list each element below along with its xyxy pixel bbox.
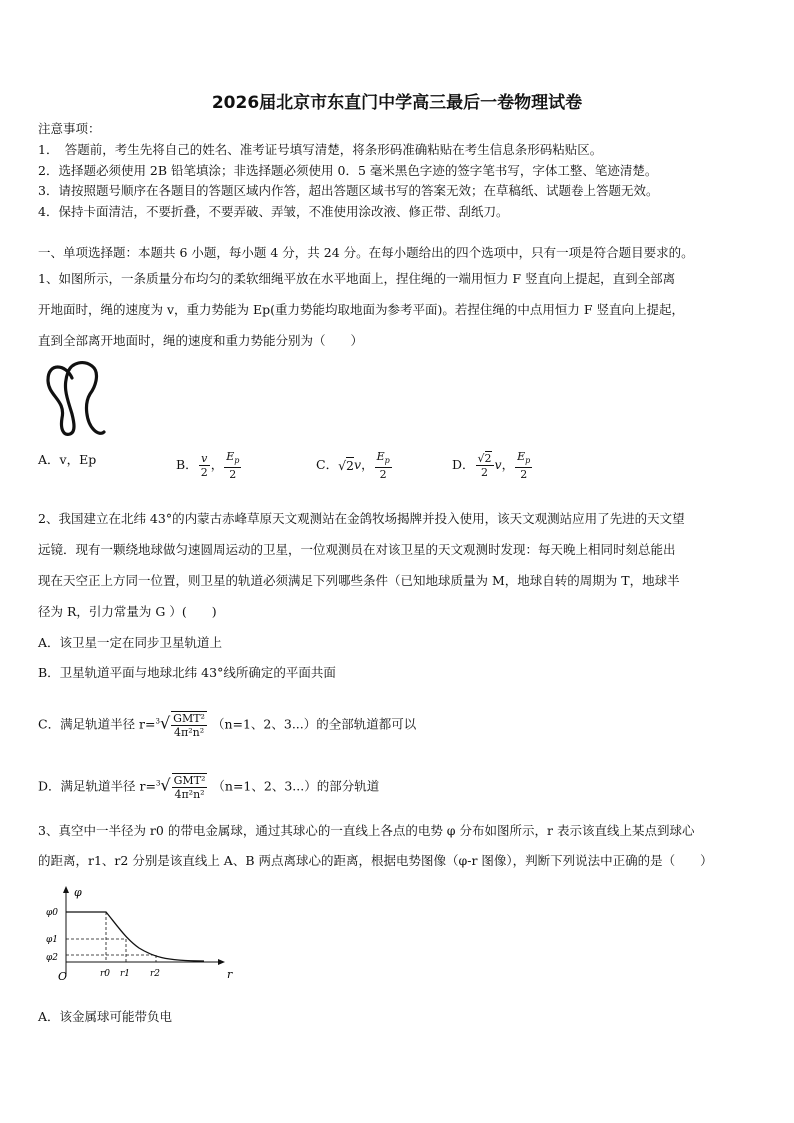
q2-option-b: B．卫星轨道平面与地球北纬 43°线所确定的平面共面 — [38, 665, 336, 680]
q3-line-2: 的距离，r1、r2 分别是该直线上 A、B 两点离球心的距离，根据电势图像（φ-r 图像），判断下列说法中正确的是（ ） — [38, 853, 713, 868]
notice-item-4: 4．保持卡面清洁，不要折叠，不要弄破、弄皱，不准使用涂改液、修正带、刮纸刀。 — [38, 204, 509, 219]
section-heading: 一、单项选择题：本题共 6 小题，每小题 4 分，共 24 分。在每小题给出的四个选项中，只有一项是符合题目要求的。 — [38, 245, 694, 260]
graph-x-tick: r1 — [120, 969, 131, 979]
graph-y-tick: φ1 — [46, 935, 59, 945]
potential-graph — [44, 884, 234, 984]
q2-option-a: A．该卫星一定在同步卫星轨道上 — [38, 635, 223, 650]
graph-x-tick: r2 — [150, 969, 161, 979]
sqrt-symbol: √2 — [338, 458, 354, 474]
notice-item-3: 3．请按照题号顺序在各题目的答题区域内作答，超出答题区域书写的答案无效；在草稿纸、试题卷上答题无效。 — [38, 183, 659, 198]
q2-line-3: 现在天空正上方同一位置，则卫星的轨道必须满足下列哪些条件（已知地球质量为 M，地球自转的周期为 T，地球半 — [38, 573, 680, 588]
q3-line-1: 3、真空中一半径为 r0 的带电金属球，通过其球心的一直线上各点的电势 φ 分布如图所示，r 表示该直线上某点到球心 — [38, 823, 695, 838]
q3-option-a: A．该金属球可能带负电 — [38, 1009, 173, 1024]
q2-line-4: 径为 R，引力常量为 G ）( ) — [38, 604, 217, 619]
notice-item-2: 2．选择题必须使用 2B 铅笔填涂；非选择题必须使用 0．5 毫米黑色字迹的签字笔书写，字体工整、笔迹清楚。 — [38, 163, 658, 178]
q2-option-c: C．满足轨道半径 r=$^3$√ $\frac{\text{GMT²}}{\text{4π²n²}}$ （n=1、2、3...）的全部轨道都可以 — [38, 712, 417, 739]
graph-y-tick: φ0 — [46, 908, 59, 918]
graph-x-tick: r0 — [100, 969, 111, 979]
q2-line-2: 远镜．现有一颗绕地球做匀速圆周运动的卫星，一位观测员在对该卫星的天文观测时发现：每天晚上相同时刻总能出 — [38, 542, 676, 557]
graph-y-label: φ — [74, 886, 82, 899]
notice-heading: 注意事项： — [38, 121, 101, 136]
q1-line-2: 开地面时，绳的速度为 v，重力势能为 Ep(重力势能均取地面为参考平面)。若捏住绳的中点用恒力 F 竖直向上提起， — [38, 302, 685, 317]
page-title: 2026届北京市东直门中学高三最后一卷物理试卷 — [211, 93, 583, 113]
q1-option-b: B． $\frac{v}{2}$ ， $\frac{E_p}{2}$ — [176, 450, 240, 482]
q1-option-c: C．√2v， $\frac{E_p}{2}$ — [316, 450, 390, 482]
q2-option-d: D．满足轨道半径 r=$^3$√ $\frac{\text{GMT²}}{\text{4π²n²}}$ （n=1、2、3...）的部分轨道 — [38, 774, 380, 801]
q2-line-1: 2、我国建立在北纬 43°的内蒙古赤峰草原天文观测站在金鸽牧场揭牌并投入使用，该天文观测站应用了先进的天文望 — [38, 511, 685, 526]
q1-option-a: A．v，Ep — [38, 452, 97, 467]
graph-x-label: r — [227, 968, 233, 981]
rope-figure — [42, 358, 112, 440]
graph-origin: O — [58, 970, 68, 983]
graph-y-tick: φ2 — [46, 953, 59, 963]
notice-item-1: 1． 答题前，考生先将自己的姓名、准考证号填写清楚，将条形码准确粘贴在考生信息条形码粘贴区。 — [38, 142, 603, 157]
q1-line-3: 直到全部离开地面时，绳的速度和重力势能分别为（ ） — [38, 333, 364, 348]
q1-line-1: 1、如图所示，一条质量分布均匀的柔软细绳平放在水平地面上，捏住绳的一端用恒力 F 竖直向上提起，直到全部离 — [38, 271, 676, 286]
q1-option-d: D． $\frac{√2}{2}$ v， $\frac{E_p}{2}$ — [452, 450, 531, 482]
